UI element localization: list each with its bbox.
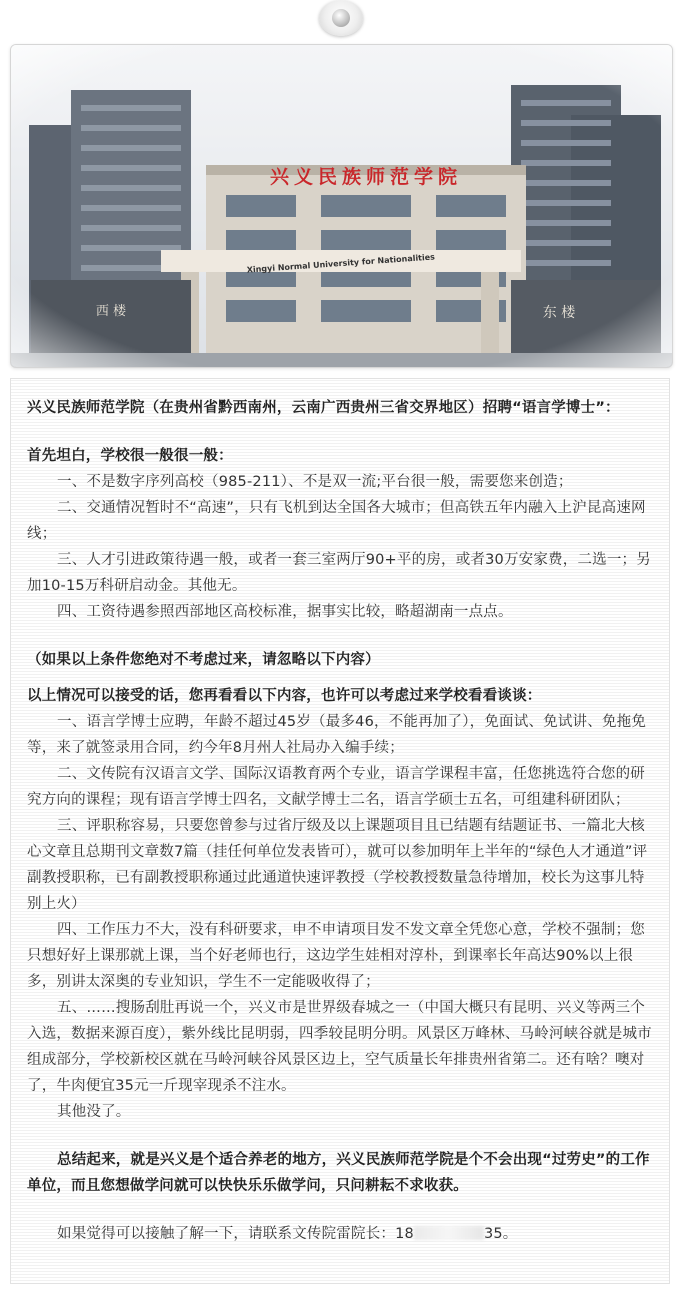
notice: （如果以上条件您绝对不考虑过来，请忽略以下内容）: [27, 652, 380, 668]
section2-heading: 以上情况可以接受的话，您再看看以下内容，也许可以考虑过来学校看看谈谈：: [27, 688, 542, 704]
pushpin: [309, 0, 373, 44]
contact-suffix: 35。: [483, 1226, 518, 1242]
section1-heading: 首先坦白，学校很一般很一般：: [27, 448, 233, 464]
header-photo-frame: [10, 44, 673, 368]
section2-item: 一、语言学博士应聘，年龄不超过45岁（最多46，不能再加了），免面试、免试讲、免拖免等，来了就签录用合同，约今年8月州人社局办入编手续；: [27, 714, 647, 756]
phone-redaction: [414, 1226, 484, 1240]
section1-item: 一、不是数字序列高校（985-211）、不是双一流;平台很一般，需要您来创造；: [57, 474, 573, 490]
contact-prefix: 如果觉得可以接触了解一下，请联系文传院雷院长：18: [57, 1226, 414, 1242]
section1-item: 四、工资待遇参照西部地区高校标准，据事实比较，略超湖南一点点。: [57, 604, 513, 620]
contact-line: [27, 1221, 657, 1247]
article-panel: [10, 378, 670, 1284]
section2-item: 四、工作压力不大，没有科研要求，申不申请项目发不发文章全凭您心意，学校不强制；您只想好好上课那就上课，当个好老师也行，这边学生娃相对淳朴，到课率长年高达90%以上很多，别讲太深奥的专业知识，学生不一定能吸收得了；: [27, 922, 645, 990]
article-title: 兴义民族师范学院（在贵州省黔西南州，云南广西贵州三省交界地区）招聘“语言学博士”：: [27, 400, 620, 416]
section2-item: 五、……搜肠刮肚再说一个，兴义市是世界级春城之一（中国大概只有昆明、兴义等两三个入选，数据来源百度），紫外线比昆明弱，四季较昆明分明。风景区万峰林、马岭河峡谷就是城市组成部分，学校新校区就在马岭河峡谷风景区边上，空气质量长年排贵州省第二。还有啥？噢对了，牛肉便宜35元一斤现宰现杀不注水。: [27, 1000, 652, 1094]
summary: 总结起来，就是兴义是个适合养老的地方，兴义民族师范学院是个不会出现“过劳史”的工作单位，而且您想做学问就可以快快乐乐做学问，只问耕耘不求收获。: [27, 1152, 650, 1194]
campus-building-photo: [11, 45, 672, 367]
section1-item: 三、人才引进政策待遇一般，或者一套三室两厅90+平的房，或者30万安家费，二选一；另加10-15万科研启动金。其他无。: [27, 552, 651, 594]
pushpin-head: [332, 9, 350, 27]
section1-item: 二、交通情况暂时不“高速”，只有飞机到达全国各大城市；但高铁五年内融入上沪昆高速网线；: [27, 500, 646, 542]
section2-item: 二、文传院有汉语言文学、国际汉语教育两个专业，语言学课程丰富，任您挑选符合您的研究方向的课程；现有语言学博士四名，文献学博士二名，语言学硕士五名，可组建科研团队；: [27, 766, 645, 808]
section2-item: 三、评职称容易，只要您曾参与过省厅级及以上课题项目且已结题有结题证书、一篇北大核心文章且总期刊文章数7篇（挂任何单位发表皆可），就可以参加明年上半年的“绿色人才通道”评副教授职称，已有副教授职称通过此通道快速评教授（学校教授数量急待增加，校长为这事儿特别上火）: [27, 818, 648, 912]
section2-item: 其他没了。: [57, 1104, 131, 1120]
